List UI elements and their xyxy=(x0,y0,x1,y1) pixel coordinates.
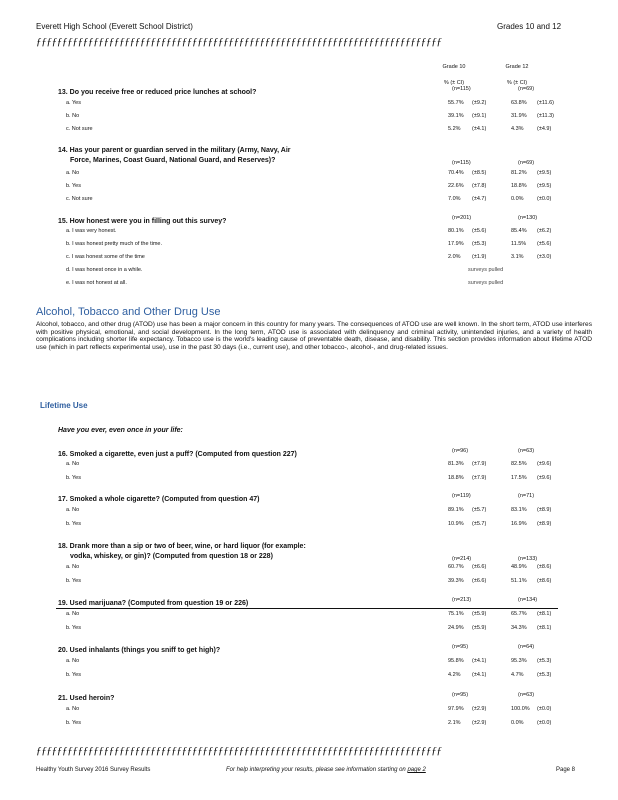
grade12-ci: (±8.1) xyxy=(537,625,552,631)
grade10-n: (n=95) xyxy=(452,644,469,650)
grades-label: Grades 10 and 12 xyxy=(497,22,562,31)
grade12-value: 85.4% xyxy=(511,228,527,234)
grade12-ci: (±4.9) xyxy=(537,126,552,132)
grade12-value: 82.5% xyxy=(511,461,527,467)
grade12-ci: (±9.6) xyxy=(537,461,552,467)
surveys-pulled: surveys pulled xyxy=(468,267,504,273)
question-label: 21. Used heroin? xyxy=(58,695,115,702)
footer-page-link[interactable]: page 2 xyxy=(407,767,426,773)
grade12-ci: (±8.1) xyxy=(537,611,552,617)
grade10-ci: (±1.9) xyxy=(472,254,487,260)
answer-label: b. Yes xyxy=(66,521,81,527)
grade12-value: 0.0% xyxy=(511,720,524,726)
answer-label: a. No xyxy=(66,658,80,664)
grade10-value: 22.6% xyxy=(448,183,464,189)
grade12-value: 17.5% xyxy=(511,475,527,481)
answer-label: a. No xyxy=(66,170,80,176)
grade10-value: 55.7% xyxy=(448,100,464,106)
grade10-value: 97.9% xyxy=(448,706,464,712)
grade10-ci: (±4.1) xyxy=(472,672,487,678)
question-label: 16. Smoked a cigarette, even just a puff? (Computed from question 227) xyxy=(58,451,297,458)
grade10-value: 18.8% xyxy=(448,475,464,481)
answer-label: a. No xyxy=(66,564,80,570)
grade12-value: 18.8% xyxy=(511,183,527,189)
grade12-ci: (±3.0) xyxy=(537,254,552,260)
grade10-n: (n=213) xyxy=(452,597,472,603)
header-decoration: ƒƒƒƒƒƒƒƒƒƒƒƒƒƒƒƒƒƒƒƒƒƒƒƒƒƒƒƒƒƒƒƒƒƒƒƒƒƒƒƒƒƒƒƒƒƒƒƒƒƒƒƒƒƒƒƒƒƒƒƒƒƒƒƒƒƒƒƒƒƒƒƒƒƒƒƒƒƒ xyxy=(36,36,442,48)
question-underline xyxy=(56,608,558,609)
answer-label: b. No xyxy=(66,113,80,119)
grade12-pct-ci: % (± CI) xyxy=(506,80,528,86)
grade12-value: 4.7% xyxy=(511,672,524,678)
grade10-value: 39.3% xyxy=(448,578,464,584)
grade10-ci: (±5.9) xyxy=(472,611,487,617)
grade10-value: 95.8% xyxy=(448,658,464,664)
grade10-value: 4.2% xyxy=(448,672,461,678)
question-label: 20. Used inhalants (things you sniff to get high)? xyxy=(58,647,221,654)
question-label: 13. Do you receive free or reduced price lunches at school? xyxy=(58,89,257,96)
grade10-pct-ci: % (± CI) xyxy=(443,80,465,86)
grade10-n: (n=201) xyxy=(452,215,472,221)
section-title: Alcohol, Tobacco and Other Drug Use xyxy=(36,306,221,318)
answer-label: a. No xyxy=(66,611,80,617)
grade10-n: (n=115) xyxy=(452,86,471,92)
grade10-ci: (±7.8) xyxy=(472,183,487,189)
grade12-ci: (±5.3) xyxy=(537,672,552,678)
grade12-n: (n=64) xyxy=(518,644,535,650)
grade10-ci: (±9.1) xyxy=(472,113,487,119)
grade10-ci: (±2.9) xyxy=(472,706,487,712)
grade12-n: (n=130) xyxy=(518,215,538,221)
grade10-value: 81.3% xyxy=(448,461,464,467)
grade10-value: 2.0% xyxy=(448,254,461,260)
grade12-ci: (±11.6) xyxy=(537,100,554,106)
grade12-n: (n=69) xyxy=(518,160,535,166)
answer-label: c. I was honest some of the time xyxy=(66,254,145,260)
grade10-ci: (±2.9) xyxy=(472,720,487,726)
grade12-n: (n=134) xyxy=(518,597,538,603)
grade10-n: (n=214) xyxy=(452,556,472,562)
answer-label: b. Yes xyxy=(66,625,81,631)
grade12-value: 0.0% xyxy=(511,196,524,202)
grade12-header: Grade 12 xyxy=(505,64,529,70)
footer-decoration: ƒƒƒƒƒƒƒƒƒƒƒƒƒƒƒƒƒƒƒƒƒƒƒƒƒƒƒƒƒƒƒƒƒƒƒƒƒƒƒƒƒƒƒƒƒƒƒƒƒƒƒƒƒƒƒƒƒƒƒƒƒƒƒƒƒƒƒƒƒƒƒƒƒƒƒƒƒƒ xyxy=(36,745,442,757)
question-label: 19. Used marijuana? (Computed from question 19 or 226) xyxy=(58,600,249,607)
answer-label: c. Not sure xyxy=(66,196,93,202)
grade12-ci: (±0.0) xyxy=(537,196,552,202)
grade12-value: 95.3% xyxy=(511,658,527,664)
question-label-cont: Force, Marines, Coast Guard, National Guard, and Reserves)? xyxy=(70,157,276,164)
grade10-ci: (±4.1) xyxy=(472,126,487,132)
grade12-value: 63.8% xyxy=(511,100,527,106)
answer-label: b. Yes xyxy=(66,720,81,726)
grade12-ci: (±0.0) xyxy=(537,706,552,712)
lifetime-intro: Have you ever, even once in your life: xyxy=(58,427,183,434)
grade12-value: 65.7% xyxy=(511,611,527,617)
grade10-value: 80.1% xyxy=(448,228,464,234)
grade10-ci: (±9.2) xyxy=(472,100,487,106)
answer-label: a. Yes xyxy=(66,100,81,106)
grade10-ci: (±5.9) xyxy=(472,625,487,631)
grade10-ci: (±5.6) xyxy=(472,228,487,234)
question-label: 18. Drank more than a sip or two of beer, wine, or hard liquor (for example: xyxy=(58,543,306,550)
grade12-ci: (±8.6) xyxy=(537,564,552,570)
grade12-ci: (±0.0) xyxy=(537,720,552,726)
grade12-value: 3.1% xyxy=(511,254,524,260)
grade10-ci: (±5.3) xyxy=(472,241,487,247)
answer-label: a. No xyxy=(66,461,80,467)
grade10-ci: (±4.7) xyxy=(472,196,487,202)
answer-label: b. Yes xyxy=(66,183,81,189)
footer-help-text: For help interpreting your results, please see information starting on xyxy=(226,767,408,773)
grade12-n: (n=63) xyxy=(518,692,535,698)
grade12-value: 81.2% xyxy=(511,170,527,176)
grade10-ci: (±5.7) xyxy=(472,521,487,527)
grade12-value: 16.9% xyxy=(511,521,527,527)
answer-label: b. Yes xyxy=(66,578,81,584)
answer-label: d. I was honest once in a while. xyxy=(66,267,143,273)
grade12-n: (n=63) xyxy=(518,448,535,454)
grade12-ci: (±9.6) xyxy=(537,475,552,481)
grade12-ci: (±5.3) xyxy=(537,658,552,664)
grade10-value: 5.2% xyxy=(448,126,461,132)
question-label: 17. Smoked a whole cigarette? (Computed from question 47) xyxy=(58,496,260,503)
school-name: Everett High School (Everett School District) xyxy=(36,22,193,31)
grade12-value: 100.0% xyxy=(511,706,530,712)
question-label: 14. Has your parent or guardian served in the military (Army, Navy, Air xyxy=(58,147,291,154)
grade12-n: (n=69) xyxy=(518,86,535,92)
surveys-pulled: surveys pulled xyxy=(468,280,504,286)
grade10-value: 10.9% xyxy=(448,521,464,527)
question-label: 15. How honest were you in filling out this survey? xyxy=(58,218,227,225)
grade12-ci: (±8.9) xyxy=(537,507,552,513)
grade10-ci: (±7.9) xyxy=(472,475,487,481)
grade10-n: (n=95) xyxy=(452,692,469,698)
grade12-ci: (±5.6) xyxy=(537,241,552,247)
grade10-value: 39.1% xyxy=(448,113,464,119)
grade10-ci: (±8.5) xyxy=(472,170,487,176)
grade12-ci: (±9.5) xyxy=(537,183,552,189)
grade10-value: 2.1% xyxy=(448,720,461,726)
grade12-value: 48.9% xyxy=(511,564,527,570)
grade10-value: 75.1% xyxy=(448,611,464,617)
grade12-value: 11.5% xyxy=(511,241,527,247)
answer-label: b. Yes xyxy=(66,672,81,678)
footer-left: Healthy Youth Survey 2016 Survey Results xyxy=(36,767,151,773)
grade10-value: 17.9% xyxy=(448,241,464,247)
answer-label: b. Yes xyxy=(66,475,81,481)
grade12-ci: (±8.6) xyxy=(537,578,552,584)
answer-label: a. I was very honest. xyxy=(66,228,117,234)
answer-label: b. I was honest pretty much of the time. xyxy=(66,241,162,247)
grade10-value: 24.9% xyxy=(448,625,464,631)
grade12-ci: (±11.3) xyxy=(537,113,554,119)
grade10-ci: (±4.1) xyxy=(472,658,487,664)
grade10-value: 89.1% xyxy=(448,507,464,513)
grade10-n: (n=115) xyxy=(452,160,471,166)
answer-label: c. Not sure xyxy=(66,126,93,132)
grade10-header: Grade 10 xyxy=(442,64,466,70)
grade10-ci: (±6.6) xyxy=(472,578,487,584)
grade10-ci: (±7.9) xyxy=(472,461,487,467)
grade10-value: 7.0% xyxy=(448,196,461,202)
answer-label: e. I was not honest at all. xyxy=(66,280,127,286)
grade12-value: 31.9% xyxy=(511,113,527,119)
grade10-ci: (±6.6) xyxy=(472,564,487,570)
grade10-ci: (±5.7) xyxy=(472,507,487,513)
question-label-cont: vodka, whiskey, or gin)? (Computed from question 18 or 228) xyxy=(70,553,273,560)
grade12-value: 83.1% xyxy=(511,507,527,513)
answer-label: a. No xyxy=(66,507,80,513)
grade12-n: (n=133) xyxy=(518,556,538,562)
grade10-n: (n=119) xyxy=(452,493,471,499)
grade12-value: 4.3% xyxy=(511,126,524,132)
lifetime-use-subtitle: Lifetime Use xyxy=(40,401,88,410)
grade10-value: 70.4% xyxy=(448,170,464,176)
grade12-n: (n=71) xyxy=(518,493,535,499)
footer-page-number: Page 8 xyxy=(556,767,576,773)
grade12-ci: (±8.9) xyxy=(537,521,552,527)
grade12-value: 51.1% xyxy=(511,578,527,584)
answer-label: a. No xyxy=(66,706,80,712)
grade12-ci: (±6.2) xyxy=(537,228,552,234)
grade12-value: 34.3% xyxy=(511,625,527,631)
section-paragraph: Alcohol, tobacco, and other drug (ATOD) use has been a major concern in this country for many years. The consequences of ATOD use are well known. In the short term, ATOD use interferes with positive physical, emotional, and social development. In the long term, ATOD use is associated with delinquency and criminal activity, unintended injuries, and a variety of health complications including shorter life expectancy. Tobacco use is the world's leading cause of preventable death, disease, and disability. This section provides information about lifetime ATOD use (which in part reflects experimental use), use in the past 30 days (i.e., current use), and other tobacco-, alcohol-, and drug-related issues. xyxy=(36,321,592,351)
grade12-ci: (±9.5) xyxy=(537,170,552,176)
grade10-n: (n=96) xyxy=(452,448,469,454)
grade10-value: 60.7% xyxy=(448,564,464,570)
footer-center xyxy=(226,767,426,773)
